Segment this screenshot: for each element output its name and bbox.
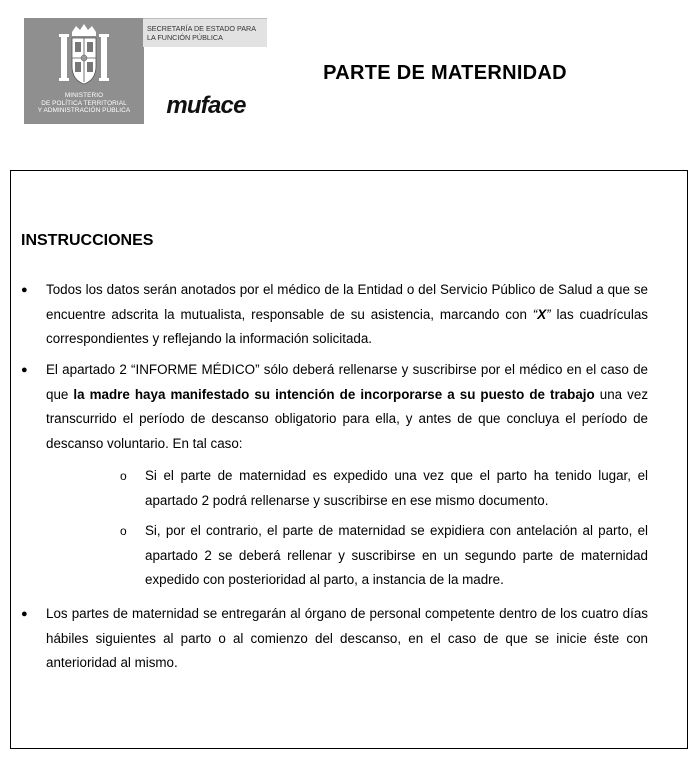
secretaria-line-1: SECRETARÍA DE ESTADO PARA [147, 24, 257, 33]
subitem-2-text: Si, por el contrario, el parte de maternidad se expidiera con antelación al parto, el apartado 2 se deberá rellenar y suscribirse en un segundo parte de maternidad expedido con posterioridad al parto, a instancia de la madre. [145, 523, 648, 587]
item-1-text-b: las cuadrículas correspondientes y reflejando la información solicitada. [46, 306, 648, 346]
instruction-item-3 [21, 602, 648, 676]
bullet-icon: ● [21, 608, 28, 620]
ministry-name [24, 92, 144, 115]
item-2-text-a: El apartado 2 “INFORME MÉDICO” sólo deberá rellenarse y suscribirse por el médico en el caso de que [46, 362, 648, 402]
item-1-text-a: Todos los datos serán anotados por el médico de la Entidad o del Servicio Público de Salud a que se encuentre adscrita la mutualista, responsable de su asistencia, marcando con [46, 282, 648, 322]
ministry-line-1: MINISTERIO [64, 92, 104, 99]
item-3-text: Los partes de maternidad se entregarán al órgano de personal competente dentro de los cuatro días hábiles siguientes al parto o al comienzo del descanso, en el caso de que se inicie éste con anterioridad al mismo. [46, 606, 648, 670]
instruction-subitem-2 [120, 519, 648, 593]
instruction-item-2 [21, 358, 649, 456]
secretaria-name [147, 24, 256, 42]
ministry-logo-block [24, 18, 144, 124]
secretaria-line-2: LA FUNCIÓN PÚBLICA [147, 33, 223, 42]
item-2-bold-text: la madre haya manifestado su intención de incorporarse a su puesto de trabajo [73, 386, 595, 402]
instruction-item-1 [21, 278, 648, 352]
subitem-1-text: Si el parte de maternidad es expedido una vez que el parto ha tenido lugar, el apartado 2 podrá rellenarse y suscribirse en ese mismo documento. [145, 468, 648, 508]
sub-bullet-icon: o [120, 524, 127, 538]
item-1-mark-x: X [537, 306, 547, 322]
bullet-icon: ● [21, 284, 28, 296]
spain-coat-of-arms-icon [58, 22, 110, 88]
instruction-subitem-1 [120, 464, 648, 513]
instructions-heading: INSTRUCCIONES [21, 232, 154, 249]
secretaria-block [143, 18, 267, 47]
bullet-icon: ● [21, 364, 28, 376]
item-2-text-b: una vez transcurrido el período de descanso obligatorio para ella, y antes de que concluya el período de descanso voluntario. En tal caso: [46, 386, 649, 451]
ministry-line-3: Y ADMINISTRACIÓN PÚBLICA [37, 107, 131, 115]
item-1-mark-close: ” [546, 306, 551, 322]
sub-bullet-icon: o [120, 469, 127, 483]
page-title: PARTE DE MATERNIDAD [323, 62, 567, 84]
ministry-line-2: DE POLÍTICA TERRITORIAL [41, 99, 127, 107]
muface-logo-text: muface [166, 92, 246, 119]
item-1-mark-open: “ [532, 306, 538, 322]
muface-logo [148, 92, 264, 120]
instructions-panel [10, 170, 688, 749]
